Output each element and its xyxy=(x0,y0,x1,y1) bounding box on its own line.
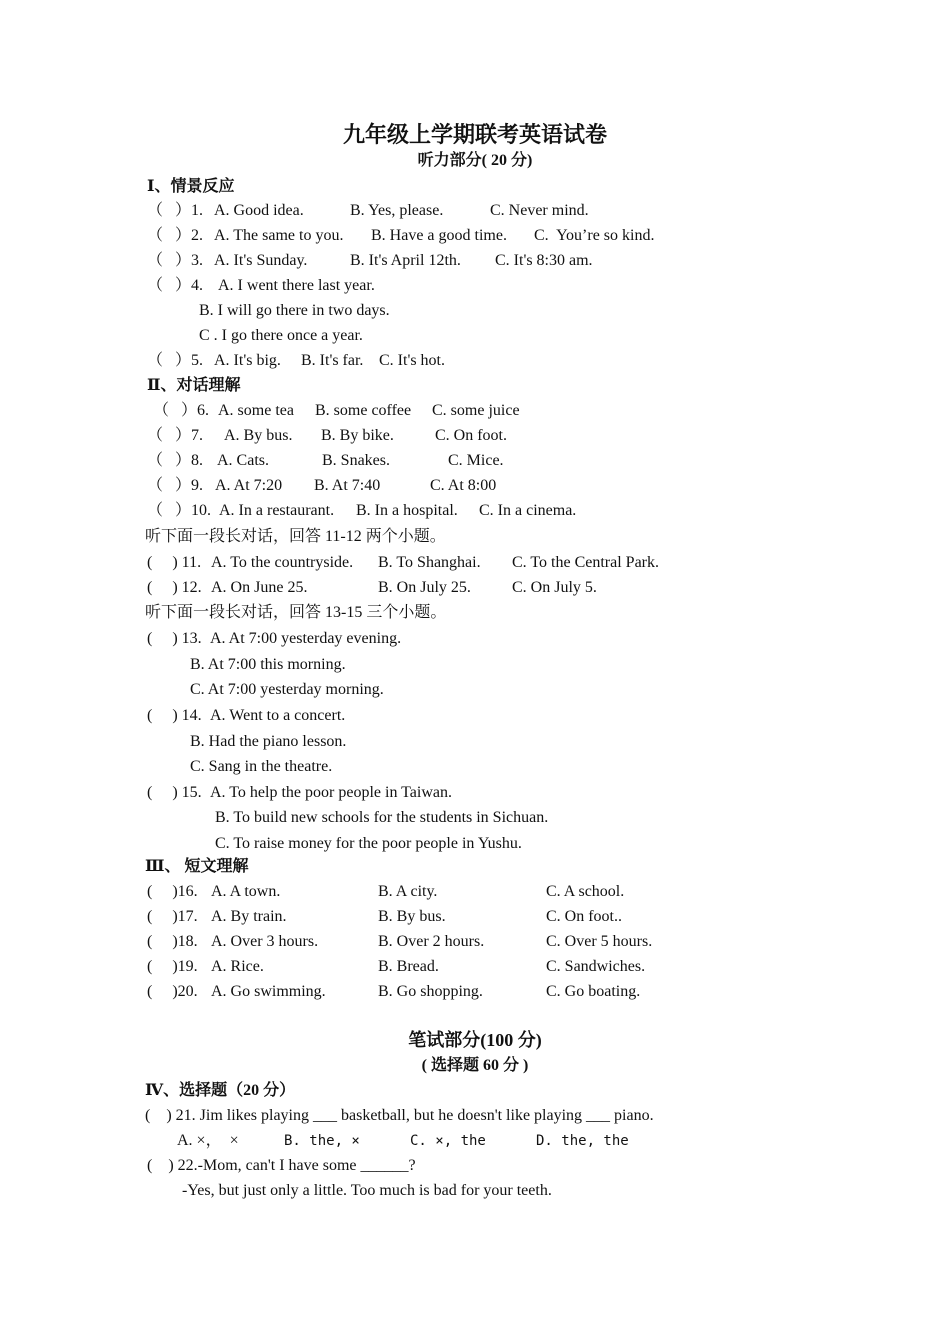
option-c: C. In a cinema. xyxy=(479,502,577,519)
option-b: B. In a hospital. xyxy=(356,502,458,519)
question-number: ( )17. xyxy=(147,908,198,925)
option-b: B. It's April 12th. xyxy=(350,252,461,269)
option-a: A. Rice. xyxy=(211,958,264,975)
option-c: C. At 7:00 yesterday morning. xyxy=(190,681,384,698)
option-b: B. I will go there in two days. xyxy=(199,302,390,319)
question-reply: -Yes, but just only a little. Too much is bad for your teeth. xyxy=(182,1182,552,1199)
option-b: B. To Shanghai. xyxy=(378,554,481,571)
option-a: A. Good idea. xyxy=(214,202,304,219)
option-b: B. Bread. xyxy=(378,958,439,975)
option-c: C. ×, the xyxy=(410,1133,486,1149)
option-a: A. It's Sunday. xyxy=(214,252,308,269)
option-a: A. It's big. xyxy=(214,352,281,369)
option-c: C. Never mind. xyxy=(490,202,589,219)
option-c: C. It's 8:30 am. xyxy=(495,252,593,269)
option-a: A. At 7:20 xyxy=(215,477,283,494)
question-number: ( )18. xyxy=(147,933,198,950)
option-c: C . I go there once a year. xyxy=(199,327,363,344)
option-a: A. Go swimming. xyxy=(211,983,326,1000)
question-number: （ ）6. xyxy=(153,402,210,419)
question-number: （ ）2. xyxy=(147,227,204,244)
option-b: B. the, × xyxy=(284,1133,360,1149)
question-stem: ( ) 21. Jim likes playing ___ basketball, but he doesn't like playing ___ piano. xyxy=(145,1107,654,1124)
option-b: B. Had the piano lesson. xyxy=(190,733,347,750)
question-number: ( ) 13. xyxy=(147,630,202,647)
written-header: 笔试部分(100 分) xyxy=(408,1030,542,1050)
option-c: C. You’re so kind. xyxy=(534,227,655,244)
option-c: C. some juice xyxy=(432,402,520,419)
section-heading-2: Ⅱ、对话理解 xyxy=(147,377,241,394)
section-heading-3: Ⅲ、 短文理解 xyxy=(145,858,249,875)
option-a: A. Cats. xyxy=(217,452,269,469)
instruction-11-12: 听下面一段长对话，回答 11-12 两个小题。 xyxy=(145,528,446,545)
option-c: C. On foot. xyxy=(435,427,507,444)
option-a: A. I went there last year. xyxy=(218,277,375,294)
option-b: B. Over 2 hours. xyxy=(378,933,485,950)
question-number: （ ）4. xyxy=(147,277,204,294)
option-a: A. To help the poor people in Taiwan. xyxy=(210,784,453,801)
section-heading-4: Ⅳ、选择题（20 分） xyxy=(145,1082,296,1099)
question-number: ( )16. xyxy=(147,883,198,900)
option-c: C. On foot.. xyxy=(546,908,622,925)
option-b: B. Have a good time. xyxy=(371,227,507,244)
listening-header: 听力部分( 20 分) xyxy=(417,152,533,169)
option-b: B. At 7:00 this morning. xyxy=(190,656,346,673)
option-b: B. By bus. xyxy=(378,908,446,925)
option-b: B. On July 25. xyxy=(378,579,471,596)
option-c: C. Go boating. xyxy=(546,983,641,1000)
option-a: A. In a restaurant. xyxy=(219,502,335,519)
question-number: ( ) 12. xyxy=(147,579,202,596)
option-a: A. To the countryside. xyxy=(211,554,354,571)
option-a: A. By bus. xyxy=(224,427,293,444)
question-number: ( )20. xyxy=(147,983,198,1000)
option-c: C. It's hot. xyxy=(379,352,445,369)
question-number: （ ）5. xyxy=(147,352,204,369)
option-c: C. A school. xyxy=(546,883,625,900)
option-a: A. On June 25. xyxy=(211,579,308,596)
question-number: ( ) 15. xyxy=(147,784,202,801)
option-b: B. Go shopping. xyxy=(378,983,483,1000)
option-a: A. A town. xyxy=(211,883,281,900)
choice-header: ( 选择题 60 分 ) xyxy=(421,1057,529,1074)
option-c: C. To the Central Park. xyxy=(512,554,660,571)
option-b: B. Snakes. xyxy=(322,452,390,469)
option-b: B. It's far. xyxy=(301,352,364,369)
option-a: A. The same to you. xyxy=(214,227,344,244)
option-b: B. By bike. xyxy=(321,427,394,444)
option-d: D. the, the xyxy=(536,1133,629,1149)
option-b: B. Yes, please. xyxy=(350,202,444,219)
option-a: A. Went to a concert. xyxy=(210,707,346,724)
question-number: （ ）3. xyxy=(147,252,204,269)
option-c: C. On July 5. xyxy=(512,579,597,596)
question-number: ( )19. xyxy=(147,958,198,975)
page-title: 九年级上学期联考英语试卷 xyxy=(342,122,607,147)
question-number: （ ）7. xyxy=(147,427,204,444)
option-a: A. By train. xyxy=(211,908,287,925)
instruction-13-15: 听下面一段长对话，回答 13-15 三个小题。 xyxy=(145,604,447,621)
option-c: C. Over 5 hours. xyxy=(546,933,653,950)
option-a: A. At 7:00 yesterday evening. xyxy=(210,630,402,647)
question-number: ( ) 11. xyxy=(147,554,202,571)
option-c: C. Sandwiches. xyxy=(546,958,646,975)
option-a: A. ×， × xyxy=(177,1132,239,1149)
option-a: A. some tea xyxy=(218,402,294,419)
question-number: ( ) 14. xyxy=(147,707,202,724)
question-number: （ ）8. xyxy=(147,452,204,469)
option-b: B. To build new schools for the students in Sichuan. xyxy=(215,809,549,826)
option-a: A. Over 3 hours. xyxy=(211,933,319,950)
option-b: B. some coffee xyxy=(315,402,412,419)
option-c: C. To raise money for the poor people in Yushu. xyxy=(215,835,522,852)
question-number: （ ）1. xyxy=(147,202,204,219)
section-heading-1: Ⅰ、情景反应 xyxy=(147,178,235,195)
option-b: B. At 7:40 xyxy=(314,477,381,494)
option-b: B. A city. xyxy=(378,883,438,900)
question-number: （ ）9. xyxy=(147,477,204,494)
option-c: C. Sang in the theatre. xyxy=(190,758,333,775)
question-number: （ ）10. xyxy=(147,502,212,519)
question-stem: ( ) 22.-Mom, can't I have some ______? xyxy=(147,1157,416,1174)
option-c: C. At 8:00 xyxy=(430,477,497,494)
option-c: C. Mice. xyxy=(448,452,504,469)
